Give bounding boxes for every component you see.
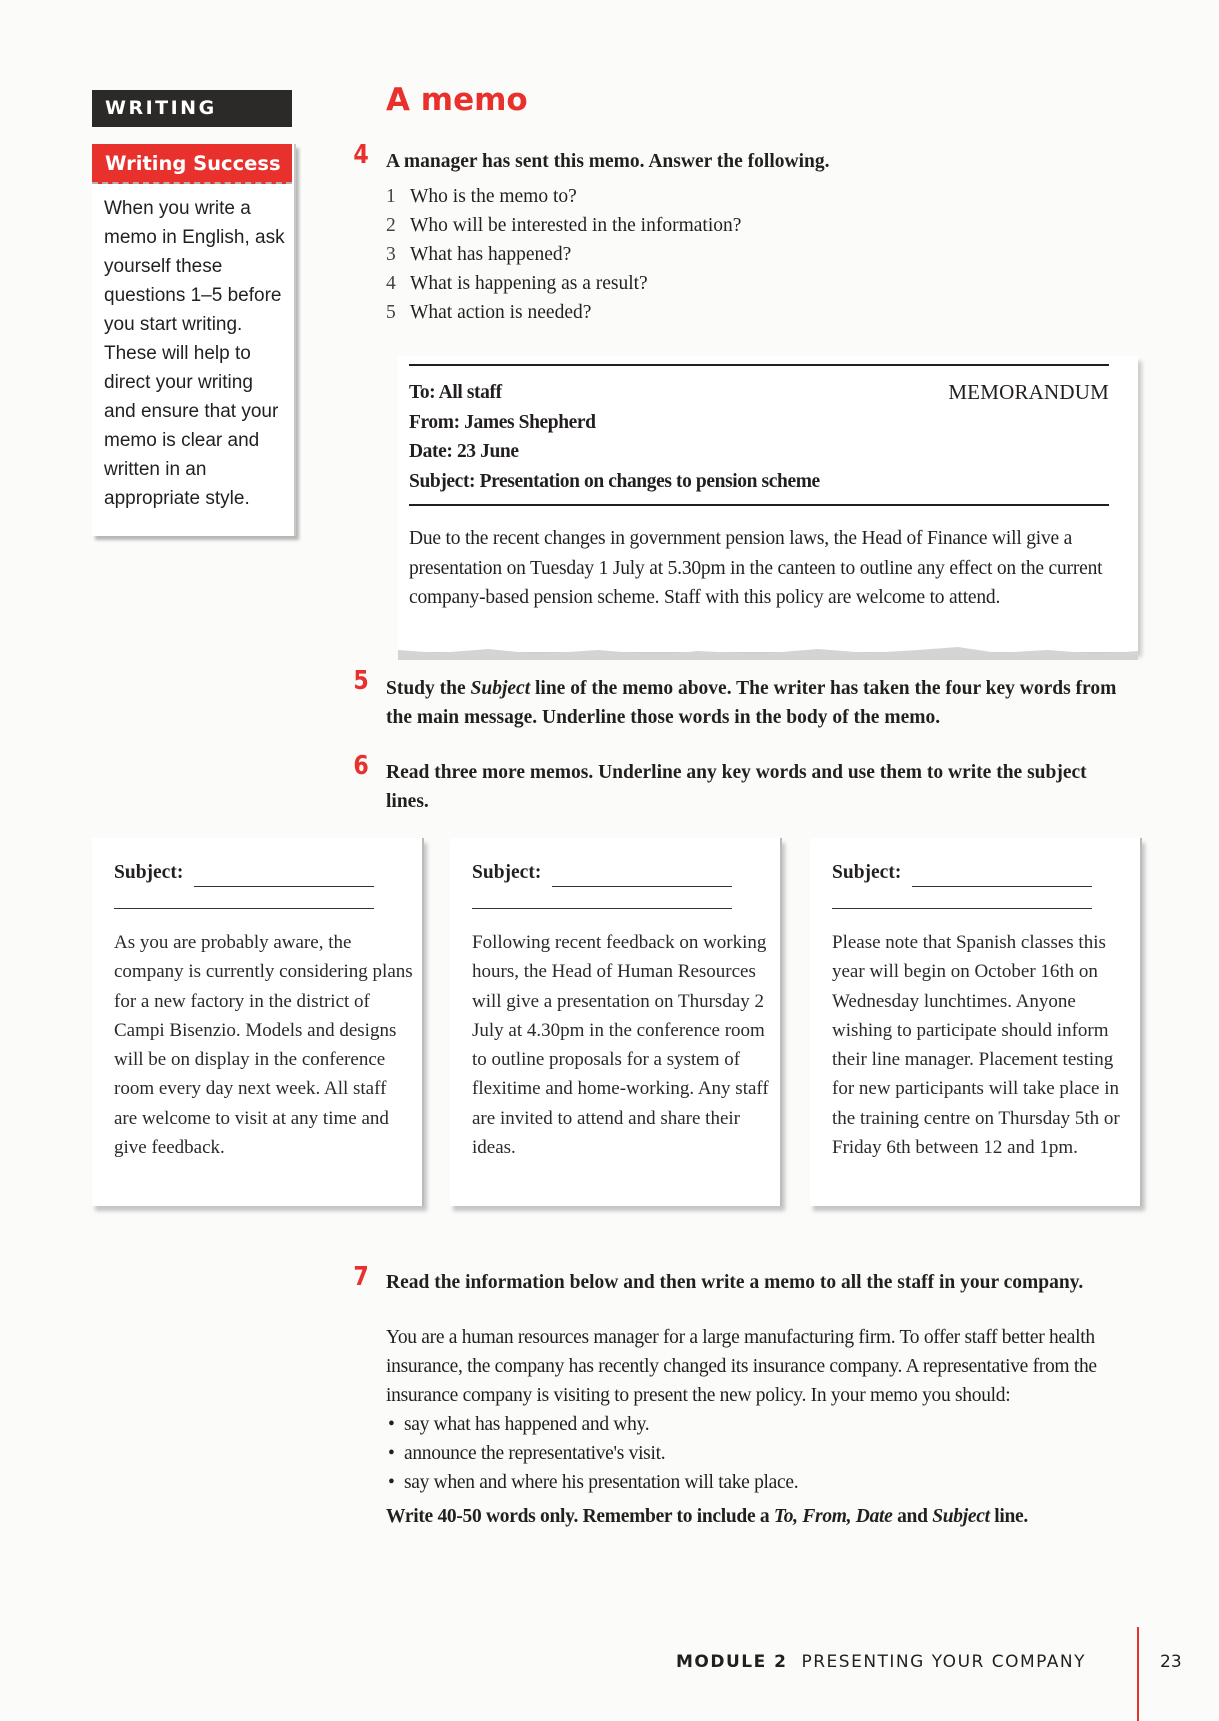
- question-item: [386, 211, 741, 240]
- question-text: What is happening as a result?: [410, 273, 648, 294]
- instruction-text: Write 40-50 words only. Remember to include a: [386, 1506, 774, 1527]
- memo-heading: MEMORANDUM: [948, 380, 1109, 404]
- task-text: You are a human resources manager for a large manufacturing firm. To offer staff better health insurance, the company has recently changed its insurance company. A representative from the insurance company is visiting to present the new policy. In your memo you should:: [386, 1327, 1097, 1406]
- subject-label: Subject:: [114, 862, 184, 883]
- question-text: What has happened?: [410, 244, 572, 265]
- subject-blank[interactable]: [552, 886, 732, 887]
- exercise-number: 6: [353, 751, 369, 781]
- exercise-number: 5: [353, 666, 369, 696]
- exercise-number: 4: [353, 140, 369, 170]
- question-item: [386, 182, 741, 211]
- subject-blank[interactable]: [194, 886, 374, 887]
- subject-blank[interactable]: [832, 908, 1092, 909]
- subject-blank[interactable]: [114, 908, 374, 909]
- question-text: Who will be interested in the information?: [410, 215, 742, 236]
- memo-header: [409, 378, 1109, 496]
- exercise-instruction: Read the information below and then write a memo to all the staff in your company.: [386, 1272, 1084, 1293]
- divider: [409, 364, 1109, 366]
- writing-success-box: [92, 144, 296, 536]
- question-number: 4: [386, 273, 396, 294]
- memo-to: To: All staff: [409, 382, 502, 403]
- question-number: 3: [386, 244, 396, 265]
- divider: [409, 504, 1109, 506]
- tip-title: Writing Success: [92, 144, 292, 184]
- question-number: 1: [386, 186, 396, 207]
- memo-card: [810, 838, 1142, 1206]
- instruction-text: line of the memo above. The writer has taken the four key words from the main message. Underline those words in the body of the memo.: [386, 678, 1117, 728]
- memo-from: From: James Shepherd: [409, 411, 596, 433]
- memo-card: [398, 356, 1138, 652]
- memo-body: Please note that Spanish classes this year will begin on October 16th on Wednesday lunchtimes. Anyone wishing to participate should inform their line manager. Placement testing for new participants will take place in the training centre on Thursday 5th or Friday 6th between 12 and 1pm.: [832, 932, 1120, 1159]
- subject-blank[interactable]: [472, 908, 732, 909]
- footer-title: PRESENTING YOUR COMPANY: [801, 1652, 1087, 1672]
- subject-blank[interactable]: [912, 886, 1092, 887]
- question-number: 2: [386, 215, 396, 236]
- question-text: What action is needed?: [410, 302, 592, 323]
- task-description: [386, 1323, 1126, 1531]
- memo-body: Following recent feedback on working hours, the Head of Human Resources will give a presentation on Thursday 2 July at 4.30pm in the conference room to outline proposals for a system of flexitime and home-working. Any staff are invited to attend and share their ideas.: [472, 932, 769, 1159]
- question-item: [386, 269, 741, 298]
- subject-label: Subject:: [832, 862, 902, 883]
- task-final-instruction: [386, 1502, 1126, 1531]
- question-list: [386, 182, 741, 327]
- instruction-italic: Subject: [470, 678, 531, 699]
- instruction-text: and: [892, 1506, 933, 1527]
- question-item: [386, 240, 741, 269]
- footer-module: MODULE 2: [676, 1652, 788, 1672]
- torn-edge: [398, 644, 1138, 660]
- exercise-number: 7: [353, 1262, 369, 1292]
- bullet-item: • announce the representative's visit.: [386, 1439, 1126, 1468]
- instruction-italic: Subject: [932, 1506, 990, 1527]
- tip-body: When you write a memo in English, ask yourself these questions 1–5 before you start writing. These will help to direct your writing and ensure that your memo is clear and written in an appropriate style.: [104, 198, 285, 509]
- page-number: 23: [1160, 1652, 1182, 1672]
- footer: [676, 1652, 1086, 1672]
- memo-body: Due to the recent changes in government pension laws, the Head of Finance will give a presentation on Tuesday 1 July at 5.30pm in the canteen to outline any effect on the current company-based pension scheme. Staff with this policy are welcome to attend.: [409, 528, 1103, 608]
- page-title: A memo: [386, 82, 528, 118]
- memo-card: [92, 838, 424, 1206]
- footer-divider: [1137, 1627, 1139, 1721]
- memo-date: Date: 23 June: [409, 441, 519, 462]
- subject-label: Subject:: [472, 862, 542, 883]
- memo-body: As you are probably aware, the company is currently considering plans for a new factory in the district of Campi Bisenzio. Models and designs will be on display in the conference room every day next week. All staff are welcome to visit at any time and give feedback.: [114, 932, 413, 1159]
- question-text: Who is the memo to?: [410, 186, 577, 207]
- question-item: [386, 298, 741, 327]
- exercise-instruction: Read three more memos. Underline any key words and use them to write the subject lines.: [386, 762, 1087, 812]
- exercise-instruction: [386, 674, 1146, 732]
- instruction-text: Study the: [386, 678, 471, 699]
- instruction-text: line.: [989, 1506, 1028, 1527]
- task-bullets: [386, 1410, 1126, 1497]
- bullet-item: • say when and where his presentation will take place.: [386, 1468, 1126, 1497]
- instruction-italic: To, From, Date: [773, 1506, 893, 1527]
- memo-subject: Subject: Presentation on changes to pension scheme: [409, 470, 820, 492]
- section-tag: WRITING: [92, 90, 292, 127]
- memo-card: [450, 838, 782, 1206]
- bullet-item: • say what has happened and why.: [386, 1410, 1126, 1439]
- exercise-instruction: A manager has sent this memo. Answer the following.: [386, 151, 830, 172]
- question-number: 5: [386, 302, 396, 323]
